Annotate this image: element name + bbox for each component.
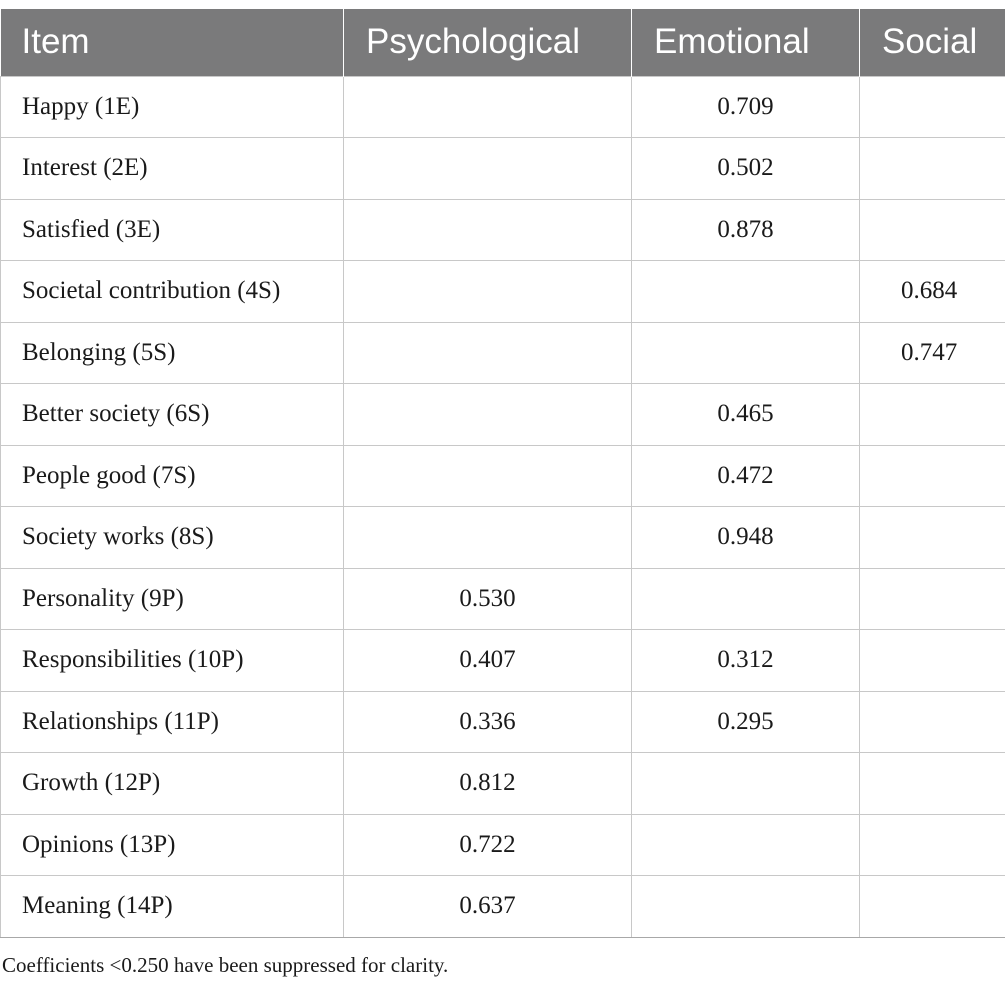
- cell-social: [860, 814, 1005, 876]
- cell-psychological: [344, 76, 632, 138]
- cell-emotional: [632, 876, 860, 938]
- cell-item: Interest (2E): [1, 138, 344, 200]
- cell-psychological: [344, 138, 632, 200]
- table-row: [1, 630, 1005, 692]
- cell-item: Satisfied (3E): [1, 199, 344, 261]
- cell-social: [860, 199, 1005, 261]
- cell-social: [860, 753, 1005, 815]
- cell-social: [860, 691, 1005, 753]
- cell-emotional: 0.878: [632, 199, 860, 261]
- table-row: [1, 691, 1005, 753]
- cell-social: [860, 507, 1005, 569]
- cell-emotional: [632, 814, 860, 876]
- cell-emotional: [632, 568, 860, 630]
- cell-psychological: 0.722: [344, 814, 632, 876]
- cell-social: 0.747: [860, 322, 1005, 384]
- cell-item: Societal contribution (4S): [1, 261, 344, 323]
- cell-social: [860, 876, 1005, 938]
- cell-item: Happy (1E): [1, 76, 344, 138]
- cell-emotional: 0.295: [632, 691, 860, 753]
- cell-emotional: [632, 322, 860, 384]
- cell-item: Opinions (13P): [1, 814, 344, 876]
- cell-psychological: [344, 322, 632, 384]
- table-row: [1, 261, 1005, 323]
- table-row: [1, 753, 1005, 815]
- factor-loadings-table: [0, 9, 1005, 938]
- cell-social: [860, 384, 1005, 446]
- cell-psychological: [344, 445, 632, 507]
- cell-social: [860, 630, 1005, 692]
- header-social: Social: [860, 9, 1005, 76]
- cell-psychological: 0.336: [344, 691, 632, 753]
- table-row: [1, 76, 1005, 138]
- cell-emotional: 0.465: [632, 384, 860, 446]
- table-row: [1, 876, 1005, 938]
- cell-psychological: [344, 261, 632, 323]
- cell-emotional: [632, 261, 860, 323]
- cell-social: 0.684: [860, 261, 1005, 323]
- header-row: [1, 9, 1005, 76]
- table-row: [1, 445, 1005, 507]
- cell-psychological: 0.812: [344, 753, 632, 815]
- table-row: [1, 384, 1005, 446]
- cell-psychological: [344, 199, 632, 261]
- cell-psychological: [344, 384, 632, 446]
- cell-psychological: 0.407: [344, 630, 632, 692]
- cell-item: Relationships (11P): [1, 691, 344, 753]
- cell-item: Society works (8S): [1, 507, 344, 569]
- cell-emotional: 0.312: [632, 630, 860, 692]
- cell-emotional: [632, 753, 860, 815]
- cell-psychological: 0.637: [344, 876, 632, 938]
- cell-emotional: 0.502: [632, 138, 860, 200]
- cell-emotional: 0.472: [632, 445, 860, 507]
- table-row: [1, 568, 1005, 630]
- table-row: [1, 814, 1005, 876]
- cell-psychological: [344, 507, 632, 569]
- table-header: [1, 9, 1005, 76]
- cell-emotional: 0.948: [632, 507, 860, 569]
- cell-item: People good (7S): [1, 445, 344, 507]
- cell-item: Better society (6S): [1, 384, 344, 446]
- cell-item: Personality (9P): [1, 568, 344, 630]
- cell-item: Responsibilities (10P): [1, 630, 344, 692]
- cell-psychological: 0.530: [344, 568, 632, 630]
- cell-social: [860, 568, 1005, 630]
- table-body: [1, 76, 1005, 937]
- cell-social: [860, 445, 1005, 507]
- cell-emotional: 0.709: [632, 76, 860, 138]
- cell-item: Growth (12P): [1, 753, 344, 815]
- table-row: [1, 199, 1005, 261]
- cell-item: Meaning (14P): [1, 876, 344, 938]
- header-psychological: Psychological: [344, 9, 632, 76]
- cell-item: Belonging (5S): [1, 322, 344, 384]
- header-item: Item: [1, 9, 344, 76]
- table-footnote: Coefficients <0.250 have been suppressed for clarity.: [2, 953, 449, 977]
- table-row: [1, 322, 1005, 384]
- table-row: [1, 138, 1005, 200]
- cell-social: [860, 76, 1005, 138]
- header-emotional: Emotional: [632, 9, 860, 76]
- cell-social: [860, 138, 1005, 200]
- table-row: [1, 507, 1005, 569]
